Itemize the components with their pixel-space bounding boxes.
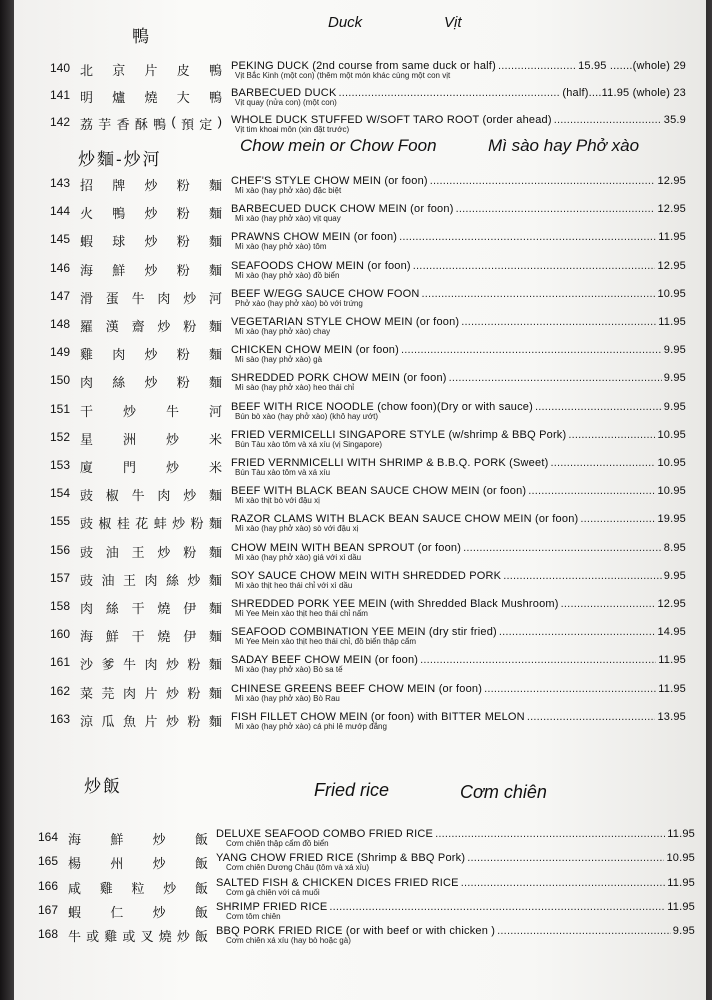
menu-item-row (14, 171, 706, 196)
item-english-line (231, 678, 686, 695)
item-vietnamese-name: Bún Tàu xào tôm và xá xíu (vị Singapore) (235, 439, 383, 449)
item-english-line (231, 621, 686, 638)
item-number: 150 (50, 373, 71, 388)
item-price: 12.95 (657, 175, 686, 187)
item-number: 164 (38, 830, 59, 844)
item-number: 145 (50, 232, 71, 247)
leader-dots (430, 175, 656, 187)
item-price: 9.95 (672, 925, 695, 938)
menu-page (14, 0, 706, 1000)
item-vietnamese-name: Cơm gà chiên với cá muối (226, 887, 320, 897)
item-price: 10.95 (657, 287, 686, 300)
item-english-line (231, 593, 686, 610)
item-price: 9.95 (663, 569, 686, 582)
item-vietnamese-name: Mì sào (hay phở xào) heo thái chỉ (235, 383, 355, 393)
menu-item-row (14, 425, 706, 450)
item-price: 11.95 (667, 876, 695, 889)
item-vietnamese-name: Mì Yee Mein xào thịt heo thái chỉ, đồ biển thập cẩm (235, 637, 417, 647)
menu-item-row (14, 707, 706, 732)
item-english-line (231, 508, 686, 525)
section-fried-rice-title: Fried rice (314, 780, 390, 800)
item-english-line (231, 424, 686, 441)
item-english-name: FISH FILLET CHOW MEIN (or foon) with BITTER MELON (231, 710, 525, 723)
leader-dots (339, 87, 561, 99)
menu-item-row (14, 312, 706, 337)
item-english-name: FRIED VERMICELLI SINGAPORE STYLE (w/shrimp & BBQ Pork) (231, 428, 567, 441)
item-number: 154 (50, 486, 71, 501)
item-chinese-name: 廈 門 炒 米 (80, 460, 222, 475)
item-price: 12.95 (657, 259, 686, 272)
item-price: 10.95 (666, 852, 695, 865)
item-english-name: CHOW MEIN WITH BEAN SPROUT (or foon) (231, 541, 462, 554)
item-price: 11.95 (658, 654, 686, 667)
item-number: 157 (50, 570, 71, 585)
item-english-line (231, 170, 686, 187)
item-number: 158 (50, 599, 71, 613)
item-price: 14.95 (657, 626, 686, 639)
menu-item-row (14, 284, 706, 309)
item-chinese-name: 星 洲 炒 米 (80, 431, 222, 447)
menu-item-row (14, 922, 706, 952)
item-vietnamese-name: Vịt quay (nửa con) (một con) (235, 98, 337, 107)
item-english-line (231, 480, 686, 497)
leader-dots (554, 114, 662, 126)
menu-item-row (14, 227, 706, 252)
item-price: 10.95 (657, 485, 686, 498)
leader-dots (503, 570, 662, 582)
item-price: 9.95 (663, 344, 686, 357)
leader-dots (329, 901, 665, 913)
item-vietnamese-name: Mì xào thịt bò với đậu xị (235, 496, 320, 506)
menu-item-row (14, 566, 706, 591)
item-number: 160 (50, 627, 71, 642)
item-chinese-name: 豉 油 王 肉 絲 炒 麵 (80, 572, 222, 588)
section-duck-title: Duck (328, 14, 363, 31)
leader-dots (580, 513, 655, 525)
leader-dots (561, 598, 656, 610)
item-number: 168 (38, 927, 59, 942)
leader-dots (467, 852, 664, 864)
item-vietnamese-name: Mì xào (hay phở xào) đặc biệt (235, 186, 342, 195)
item-vietnamese-name: Vịt tim khoai môn (xin đặt trước) (235, 125, 350, 134)
item-english-line (231, 226, 686, 243)
item-vietnamese-name: Mì xào (hay phở xào) cá phi lê mướp đắng (235, 721, 387, 731)
leader-dots (497, 925, 671, 937)
item-number: 156 (50, 542, 71, 557)
item-price: 11.95 (667, 828, 695, 840)
item-english-name: SHREDDED PORK CHOW MEIN (or foon) (231, 372, 447, 385)
leader-dots (449, 372, 662, 384)
section-fried-rice-chinese: 炒飯 (84, 777, 122, 796)
item-vietnamese-name: Cơm chiên xá xíu (hay bò hoặc gà) (226, 936, 351, 946)
leader-dots (461, 316, 656, 328)
item-vietnamese-name: Mì xào (hay phở xào) chay (235, 327, 331, 336)
item-vietnamese-name: Mì xào (hay phở xào) vịt quay (235, 214, 341, 224)
item-chinese-name: 涼 瓜 魚 片 炒 粉 麵 (80, 713, 222, 729)
item-number: 144 (50, 204, 71, 219)
item-chinese-name: 肉 絲 炒 粉 麵 (80, 375, 222, 391)
item-english-line (231, 339, 686, 356)
leader-dots (527, 711, 656, 723)
item-chinese-name: 肉 絲 干 燒 伊 麵 (80, 601, 222, 616)
item-price: 10.95 (657, 428, 686, 441)
item-english-name: SHREDDED PORK YEE MEIN (with Shredded Black Mushroom) (231, 598, 559, 610)
item-price: 15.95 .......(whole) 29 (578, 60, 686, 72)
item-price: (half)....11.95 (whole) 23 (562, 87, 686, 99)
item-number: 161 (50, 655, 71, 670)
item-english-name: FRIED VERNMICELLI WITH SHRIMP & B.B.Q. PORK (Sweet) (231, 457, 549, 469)
item-vietnamese-name: Mì xào thịt heo thái chỉ với xì dầu (235, 580, 353, 590)
menu-item-row (14, 368, 706, 393)
menu-item-row (14, 397, 706, 422)
item-price: 13.95 (657, 710, 686, 723)
item-english-name: BEEF WITH RICE NOODLE (chow foon)(Dry or with sauce) (231, 400, 533, 413)
leader-dots (498, 60, 576, 72)
menu-item-row (14, 538, 706, 563)
item-vietnamese-name: Phở xào (hay phở xào) bò với trứng (235, 298, 363, 308)
section-chow-mein-title: Chow mein or Chow Foon (240, 136, 437, 155)
section-chow-mein-title-vn: Mì sào hay Phở xào (488, 136, 640, 155)
section-duck-title-vn: Vịt (444, 14, 462, 31)
item-vietnamese-name: Bún bò xào (hay phở xào) (khô hay ướt) (235, 411, 379, 421)
item-english-name: DELUXE SEAFOOD COMBO FRIED RICE (216, 828, 434, 840)
item-english-name: BBQ PORK FRIED RICE (or with beef or with chicken ) (216, 925, 496, 938)
item-price: 9.95 (663, 400, 686, 413)
menu-item-row (14, 509, 706, 534)
item-english-line (231, 537, 686, 554)
menu-item-row (14, 340, 706, 365)
item-chinese-name: 牛 或 雞 或 叉 燒 炒 飯 (68, 929, 208, 945)
item-english-line (231, 367, 686, 384)
item-english-name: SADAY BEEF CHOW MEIN (or foon) (231, 654, 419, 667)
menu-item-row (14, 481, 706, 506)
item-chinese-name: 楊 州 炒 飯 (68, 856, 208, 872)
item-english-line (216, 872, 695, 889)
item-english-name: YANG CHOW FRIED RICE (Shrimp & BBQ Pork) (216, 852, 466, 865)
item-number: 149 (50, 345, 71, 360)
item-chinese-name: 菜 芫 肉 片 炒 粉 麵 (80, 685, 222, 701)
item-number: 146 (50, 260, 71, 275)
leader-dots (401, 344, 662, 356)
leader-dots (550, 457, 655, 469)
item-english-line (231, 565, 686, 582)
item-number: 142 (50, 115, 71, 129)
item-price: 10.95 (657, 457, 686, 469)
item-english-line (231, 396, 686, 413)
item-chinese-name: 北 京 片 皮 鴨 (80, 63, 222, 78)
leader-dots (484, 683, 656, 695)
leader-dots (422, 288, 656, 300)
item-chinese-name: 蝦 仁 炒 飯 (68, 904, 208, 920)
item-vietnamese-name: Mì sào (hay phở xào) gà (235, 355, 323, 365)
item-vietnamese-name: Mì xào (hay phở xào) sò với đậu xị (235, 524, 359, 534)
item-chinese-name: 雞 肉 炒 粉 麵 (80, 347, 222, 363)
item-english-line (231, 55, 686, 72)
menu-item-row (14, 256, 706, 281)
leader-dots (420, 654, 656, 666)
item-english-line (231, 198, 686, 215)
menu-item-row (14, 650, 706, 675)
item-number: 151 (50, 401, 71, 416)
leader-dots (463, 542, 662, 554)
item-english-name: BEEF W/EGG SAUCE CHOW FOON (231, 287, 420, 300)
item-chinese-name: 海 鮮 炒 粉 麵 (80, 262, 222, 278)
item-price: 19.95 (657, 513, 686, 526)
item-chinese-name: 羅 漢 齋 炒 粉 麵 (80, 319, 222, 334)
leader-dots (456, 203, 656, 215)
item-english-line (231, 283, 686, 300)
leader-dots (499, 626, 656, 638)
item-number: 167 (38, 902, 59, 917)
item-number: 152 (50, 429, 71, 444)
item-english-name: VEGETARIAN STYLE CHOW MEIN (or foon) (231, 316, 460, 328)
item-number: 166 (38, 878, 59, 893)
item-chinese-name: 滑 蛋 牛 肉 炒 河 (80, 290, 222, 306)
item-price: 35.9 (663, 114, 686, 126)
menu-item-row (14, 622, 706, 647)
item-english-name: PRAWNS CHOW MEIN (or foon) (231, 231, 398, 244)
item-number: 143 (50, 176, 71, 190)
item-chinese-name: 招 牌 炒 粉 麵 (80, 178, 222, 193)
item-chinese-name: 海 鮮 炒 飯 (68, 832, 208, 847)
item-english-line (216, 896, 695, 913)
leader-dots (528, 485, 655, 497)
item-english-line (231, 452, 686, 469)
item-number: 148 (50, 317, 71, 331)
item-number: 162 (50, 683, 71, 698)
item-chinese-name: 火 鴨 炒 粉 麵 (80, 206, 222, 222)
item-english-name: SHRIMP FRIED RICE (216, 900, 328, 913)
item-price: 12.95 (657, 598, 686, 610)
leader-dots (399, 231, 656, 243)
item-english-line (216, 847, 695, 864)
item-price: 8.95 (663, 541, 686, 554)
item-vietnamese-name: Mì xào (hay phở xào) tôm (235, 242, 327, 252)
item-english-line (231, 82, 686, 99)
item-english-name: SEAFOOD COMBINATION YEE MEIN (dry stir fried) (231, 626, 497, 639)
item-number: 155 (50, 514, 71, 529)
item-number: 153 (50, 458, 71, 472)
item-english-name: BEEF WITH BLACK BEAN SAUCE CHOW MEIN (or foon) (231, 485, 527, 498)
item-chinese-name: 明 爐 燒 大 鴨 (80, 90, 222, 105)
item-chinese-name: 豉 油 王 炒 粉 麵 (80, 544, 222, 560)
leader-dots (568, 429, 655, 441)
item-english-line (216, 920, 695, 937)
item-english-line (216, 823, 695, 840)
item-chinese-name: 蝦 球 炒 粉 麵 (80, 234, 222, 250)
item-english-name: CHINESE GREENS BEEF CHOW MEIN (or foon) (231, 682, 483, 695)
item-english-name: SALTED FISH & CHICKEN DICES FRIED RICE (216, 876, 459, 889)
item-chinese-name: 海 鮮 干 燒 伊 麵 (80, 629, 222, 645)
item-chinese-name: 干 炒 牛 河 (80, 403, 222, 419)
item-vietnamese-name: Mì xào (hay phở xào) giá với xì dầu (235, 552, 362, 562)
item-vietnamese-name: Cơm chiên Dương Châu (tôm và xá xíu) (226, 863, 370, 873)
section-fried-rice-title-vn: Cơm chiên (460, 782, 547, 802)
item-vietnamese-name: Cơm tôm chiên (226, 911, 281, 921)
item-number: 165 (38, 854, 59, 869)
item-number: 163 (50, 711, 71, 726)
menu-item-row (14, 453, 706, 478)
item-english-name: RAZOR CLAMS WITH BLACK BEAN SAUCE CHOW MEIN (or foon) (231, 513, 579, 526)
item-english-name: CHEF'S STYLE CHOW MEIN (or foon) (231, 175, 428, 187)
item-english-name: BARBECUED DUCK CHOW MEIN (or foon) (231, 203, 454, 216)
item-english-name: SEAFOODS CHOW MEIN (or foon) (231, 259, 411, 272)
item-chinese-name: 荔 芋 香 酥 鴨 ( 預 定 ) (80, 114, 222, 132)
item-chinese-name: 咸 雞 粒 炒 飯 (68, 880, 208, 896)
menu-item-row (14, 679, 706, 704)
item-english-name: BARBECUED DUCK (231, 87, 337, 99)
item-english-line (231, 311, 686, 328)
item-english-name: PEKING DUCK (2nd course from same duck or half) (231, 60, 496, 72)
item-number: 140 (50, 61, 71, 75)
leader-dots (413, 260, 656, 272)
item-vietnamese-name: Bún Tàu xào tôm và xá xíu (235, 468, 331, 477)
section-chow-mein-chinese: 炒麵-炒河 (78, 150, 162, 169)
item-price: 11.95 (658, 231, 686, 244)
item-number: 147 (50, 288, 71, 303)
item-english-line (231, 109, 686, 126)
item-chinese-name: 豉 椒 牛 肉 炒 麵 (80, 488, 222, 504)
item-english-name: CHICKEN CHOW MEIN (or foon) (231, 344, 399, 357)
item-number: 141 (50, 88, 71, 102)
item-chinese-name: 沙 爹 牛 肉 炒 粉 麵 (80, 657, 222, 673)
item-price: 9.95 (663, 372, 686, 385)
item-price: 12.95 (657, 203, 686, 216)
item-vietnamese-name: Mì xào (hay phở xào) Bò Rau (235, 693, 340, 703)
item-vietnamese-name: Mì Yee Mein xào thịt heo thái chỉ nấm (235, 609, 368, 618)
item-english-line (231, 706, 686, 723)
menu-item-row (14, 594, 706, 619)
leader-dots (535, 401, 662, 413)
item-vietnamese-name: Mì xào (hay phở xào) Bò sa tế (235, 665, 343, 675)
item-english-name: SOY SAUCE CHOW MEIN WITH SHREDDED PORK (231, 569, 502, 582)
item-price: 11.95 (658, 316, 686, 328)
leader-dots (461, 877, 666, 889)
menu-item-row (14, 199, 706, 224)
item-price: 11.95 (658, 682, 686, 695)
leader-dots (435, 828, 665, 840)
item-english-line (231, 255, 686, 272)
item-vietnamese-name: Mì xào (hay phở xào) đồ biển (235, 270, 340, 280)
item-chinese-name: 豉 椒 桂 花 蚌 炒 粉 麵 (80, 516, 222, 532)
item-english-name: WHOLE DUCK STUFFED W/SOFT TARO ROOT (order ahead) (231, 114, 552, 126)
item-english-line (231, 649, 686, 666)
section-duck-chinese: 鴨 (132, 27, 151, 46)
item-price: 11.95 (667, 900, 695, 913)
item-vietnamese-name: Vịt Bắc Kinh (một con) (thêm một món khác cùng một con vịt (235, 71, 451, 80)
item-vietnamese-name: Cơm chiên thập cẩm đồ biển (226, 839, 329, 848)
